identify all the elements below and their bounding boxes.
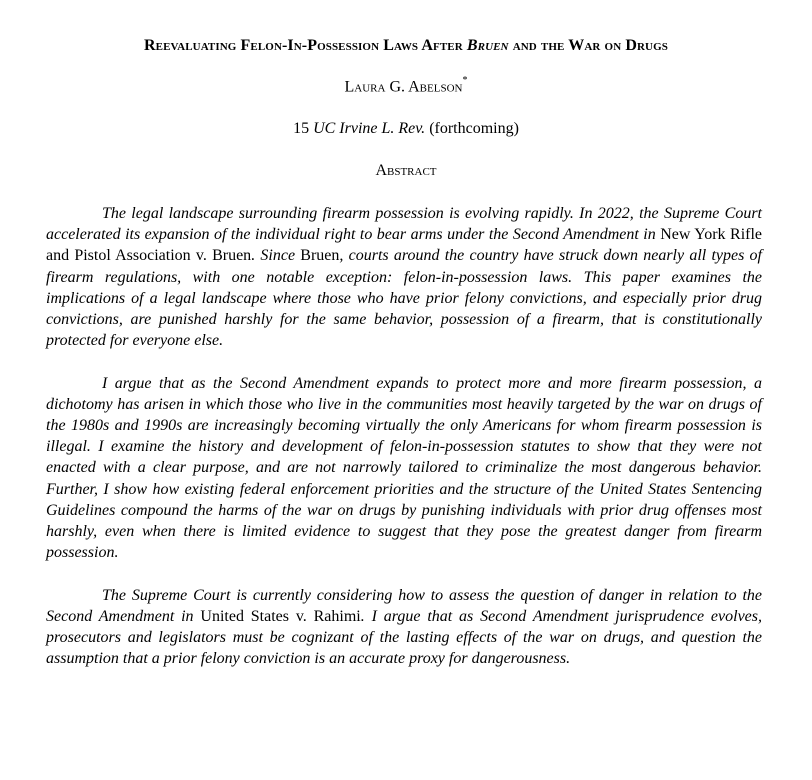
abstract-paragraph-2: I argue that as the Second Amendment expands to protect more and more firearm possession, a dichotomy has arisen in which those who live in the communities most heavily targeted by the war on drugs of the 1980s and 1990s are increasingly becoming virtually the only Americans for whom firearm possession is illegal. I examine the history and development of felon-in-possession statutes to show that they were not enacted with a clear purpose, and are not narrowly tailored to criminalize the most dangerous behavior. Further, I show how existing federal enforcement priorities and the structure of the United States Sentencing Guidelines compound the harms of the war on drugs by punishing individuals with prior drug offenses most harshly, even when there is limited evidence to suggest that they pose the greatest danger from firearm possession. [46,374,762,562]
paragraph-1-text-b: . Since [251,247,301,265]
paper-title [0,37,812,55]
author-name: Laura G. Abelson [344,78,463,96]
abstract-paragraph-1 [46,203,762,351]
author-line [0,77,812,96]
case-name-bruen-short: Bruen [300,247,340,265]
abstract-heading: Abstract [375,162,437,179]
title-part-1: Reevaluating Felon-In-Possession Laws After [144,37,467,54]
case-name-bruen-full: New York Rifle and Pistol Association v. Bruen [46,226,763,265]
title-part-2: and the War on Drugs [508,37,668,54]
paragraph-3-text-a: The Supreme Court is currently considering how to assess the question of danger in relation to the Second Amendment in [46,586,762,625]
abstract-body [46,203,762,691]
paragraph-1-text-c: , courts around the country have struck down nearly all types of firearm regulations, with one notable exception: felon-in-possession laws. This paper examines the implications of a legal landscape where those who have prior felony convictions, and especially prior drug convictions, are punished harshly for the same behavior, possession of a firearm, that is constitutionally protected for everyone else. [46,247,762,350]
citation-journal: UC Irvine L. Rev. [313,120,426,137]
abstract-paragraph-3 [46,585,762,670]
title-case-name: Bruen [466,37,509,54]
author-footnote-mark: * [462,75,468,86]
citation-volume: 15 [293,120,314,137]
citation-line [0,120,812,138]
paragraph-1-text-a: The legal landscape surrounding firearm possession is evolving rapidly. In 2022, the Supreme Court accelerated its expansion of the individual right to bear arms under the Second Amendment in [46,205,762,244]
citation-status: (forthcoming) [425,120,519,137]
case-name-rahimi: United States v. Rahimi [200,607,361,625]
paragraph-3-text-b: . I argue that as Second Amendment jurisprudence evolves, prosecutors and legislators must be cognizant of the lasting effects of the war on drugs, and question the assumption that a prior felony conviction is an accurate proxy for dangerousness. [46,607,763,668]
